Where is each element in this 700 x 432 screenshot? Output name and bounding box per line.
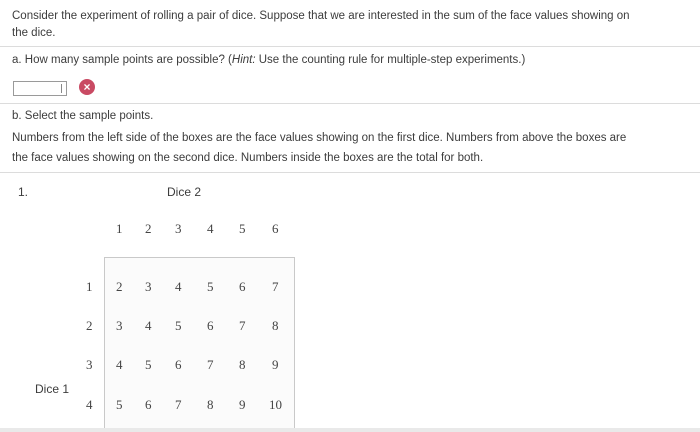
col-header: 6 [272,221,279,236]
hint-text: Use the counting rule for multiple-step experiments.) [255,54,526,66]
part-b-desc-line1: Numbers from the left side of the boxes are the face values showing on the first dice. Numbers from above the boxes are [12,132,627,144]
grid-cell[interactable]: 2 [116,279,123,294]
divider [0,103,700,104]
part-a-prefix: a. How many sample points are possible? ( [12,54,232,66]
grid-cell[interactable]: 5 [175,318,182,333]
grid-cell[interactable]: 4 [175,279,182,294]
grid-cell[interactable]: 8 [272,318,279,333]
row-header: 3 [86,357,93,372]
grid-cell[interactable]: 6 [175,357,182,372]
grid-cell[interactable]: 9 [272,357,279,372]
sample-points-answer-input[interactable] [13,81,67,96]
part-b-label: b. Select the sample points. [12,110,154,122]
sample-points-grid [104,257,295,432]
grid-cell[interactable]: 5 [116,397,123,412]
grid-cell[interactable]: 5 [145,357,152,372]
col-header: 3 [175,221,182,236]
grid-cell[interactable]: 8 [207,397,214,412]
grid-cell[interactable]: 4 [145,318,152,333]
grid-cell[interactable]: 6 [145,397,152,412]
hint-label: Hint: [231,54,256,66]
dice2-label: Dice 2 [167,185,202,199]
text-caret [61,84,62,93]
dice1-label: Dice 1 [35,382,70,396]
grid-cell[interactable]: 7 [175,397,182,412]
grid-cell[interactable]: 4 [116,357,123,372]
part-b-desc-line2: the face values showing on the second dice. Numbers inside the boxes are the total for both. [12,152,484,164]
grid-cell[interactable]: 6 [239,279,246,294]
grid-cell[interactable]: 10 [269,397,282,412]
grid-cell[interactable]: 3 [116,318,123,333]
grid-cell[interactable]: 5 [207,279,214,294]
bottom-edge [0,428,700,432]
divider [0,46,700,47]
grid-cell[interactable]: 8 [239,357,246,372]
divider [0,172,700,173]
col-header: 5 [239,221,246,236]
col-header: 2 [145,221,152,236]
x-circle-icon: × [79,79,95,95]
part-a-question [12,53,525,68]
grid-cell[interactable]: 3 [145,279,152,294]
item-number: 1. [18,185,29,199]
col-header: 1 [116,221,123,236]
grid-cell[interactable]: 7 [272,279,279,294]
grid-cell[interactable]: 6 [207,318,214,333]
grid-cell[interactable]: 7 [239,318,246,333]
grid-cell[interactable]: 7 [207,357,214,372]
col-header: 4 [207,221,214,236]
row-header: 4 [86,397,93,412]
question-intro-line1: Consider the experiment of rolling a pair of dice. Suppose that we are interested in the sum of the face values showing on [12,10,630,22]
row-header: 1 [86,279,93,294]
row-header: 2 [86,318,93,333]
grid-cell[interactable]: 9 [239,397,246,412]
question-intro-line2: the dice. [12,27,56,39]
